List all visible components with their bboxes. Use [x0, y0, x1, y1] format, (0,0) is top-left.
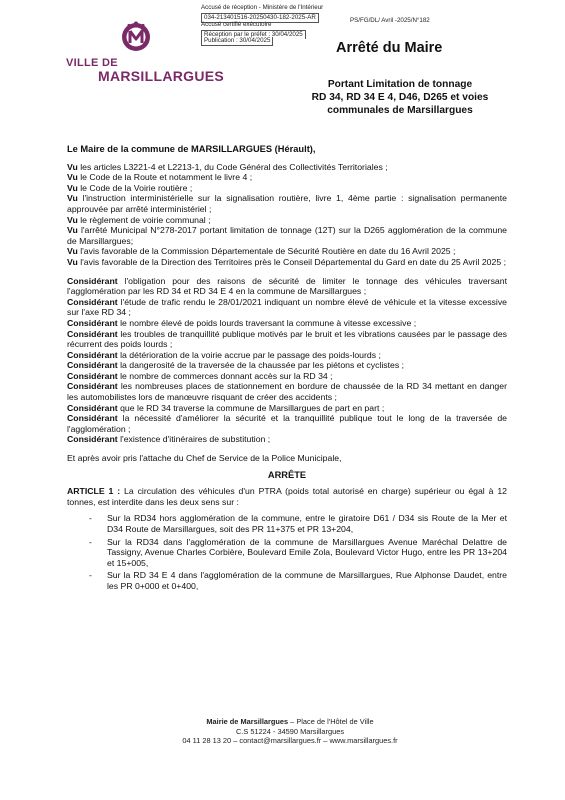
considerant-keyword: Considérant	[67, 296, 118, 307]
considerant-text: la nécessité d'améliorer la sécurité et la tranquillité publique tout le long de la traversée de l'agglomération ;	[67, 413, 507, 434]
logo-ville: VILLE DE	[66, 57, 118, 69]
considerant-keyword: Considérant	[67, 402, 118, 413]
considerant-text: l'obligation pour des raisons de sécurité de limiter le tonnage des véhicules traversant l'agglomération par les RD 34 et RD 34 E 4 en la commune de Marsillargues ;	[67, 275, 507, 297]
subtitle-line-2: RD 34, RD 34 E 4, D46, D265 et voies	[311, 92, 489, 103]
stamp-accuse-reception: Accusé de réception - Ministère de l'Intérieur	[201, 4, 324, 11]
considerant-keyword: Considérant	[67, 360, 118, 371]
vu-section	[67, 162, 507, 268]
vu-paragraph	[67, 257, 507, 268]
considerant-paragraph	[67, 434, 507, 445]
marsillargues-logo	[62, 20, 225, 90]
maire-heading: Le Maire de la commune de MARSILLARGUES (Hérault),	[67, 144, 316, 154]
considerant-paragraph	[67, 413, 507, 434]
logo-name: MARSILLARGUES	[98, 68, 225, 84]
considerant-paragraph	[67, 297, 507, 318]
list-item-text: Sur la RD 34 E 4 dans l'agglomération de la commune de Marsillargues, Rue Alphonse Daudet, entre les PR 0+000 et 0+400,	[107, 570, 507, 591]
considerant-paragraph	[67, 276, 507, 297]
vu-paragraph	[67, 183, 507, 194]
footer-address-line	[150, 717, 430, 727]
reception-stamp	[201, 4, 323, 46]
footer-address-2: C.S 51224 - 34590 Marsillargues	[235, 726, 345, 736]
considerant-text: les troubles de tranquillité publique motivés par le bruit et les vibrations causées par le passage des récurrent des poids lourds ;	[67, 328, 507, 350]
vu-keyword: Vu	[67, 256, 78, 267]
considerant-paragraph	[67, 360, 507, 371]
vu-text: l'avis favorable de la Commission Départementale de Sécurité Routière en date du 16 Avril 2025 ;	[77, 246, 456, 257]
vu-keyword: Vu	[67, 225, 78, 236]
considerant-section	[67, 276, 507, 446]
considerant-text: l'existence d'itinéraires de substitution ;	[117, 434, 271, 445]
vu-paragraph	[67, 172, 507, 183]
vu-paragraph	[67, 246, 507, 257]
considerant-text: la détérioration de la voirie accrue par le passage des poids-lourds ;	[117, 349, 381, 360]
subtitle-line-3: communales de Marsillargues	[327, 105, 473, 116]
vu-paragraph	[67, 162, 507, 173]
considerant-paragraph	[67, 350, 507, 361]
considerant-keyword: Considérant	[67, 317, 118, 328]
vu-text: le Code de la Route et notamment le livre 4 ;	[77, 172, 253, 183]
considerant-paragraph	[67, 371, 507, 382]
town-emblem-icon	[118, 20, 154, 56]
considerant-text: le nombre de commerces donnant accès sur la RD 34 ;	[117, 370, 333, 381]
article-1-label: ARTICLE 1 :	[67, 486, 121, 497]
vu-paragraph	[67, 193, 507, 214]
vu-keyword: Vu	[67, 161, 78, 172]
considerant-text: les nombreuses places de stationnement en bordure de chaussée de la RD 34 mettant en danger les automobilistes lors de manœuvre risquant de créer des accidents ;	[67, 381, 507, 403]
vu-text: le Code de la Voirie routière ;	[77, 182, 193, 193]
considerant-text: que le RD 34 traverse la commune de Marsillargues de part en part ;	[117, 402, 385, 413]
footer-mairie: Mairie de Marsillargues	[206, 717, 289, 726]
page-footer	[150, 717, 430, 746]
vu-paragraph	[67, 225, 507, 246]
stamp-accuse-certifie: Accusé certifié exécutoire	[201, 21, 272, 28]
list-item: - Sur la RD 34 E 4 dans l'agglomération de la commune de Marsillargues, Rue Alphonse Daudet, entre les PR 0+000 et 0+400,	[89, 570, 507, 591]
document-reference: PS/FG/DL/ Avril -2025/N°182	[350, 17, 430, 24]
article-1	[67, 486, 507, 507]
considerant-paragraph	[67, 329, 507, 350]
page-title: Arrêté du Maire	[336, 40, 443, 56]
vu-text: l'instruction interministérielle sur la signalisation routière, livre 1, 4ème partie : signalisation permanente approuvée par arrêté interministériel ;	[67, 193, 507, 214]
considerant-paragraph	[67, 403, 507, 414]
vu-keyword: Vu	[67, 193, 78, 204]
list-item-text: Sur la RD34 hors agglomération de la commune, entre le giratoire D61 / D34 sis Route de la Mer et D34 Route de Marsillargues, soit des PR 11+375 et PR 13+204,	[107, 513, 507, 534]
considerant-keyword: Considérant	[67, 328, 118, 339]
stamp-publication: Publication : 30/04/2025	[201, 37, 273, 46]
vu-text: l'avis favorable de la Direction des Territoires près le Conseil Départemental du Gard en date du 25 Avril 2025 ;	[77, 256, 507, 267]
vu-text: l'arrêté Municipal N°278-2017 portant limitation de tonnage (12T) sur la D265 agglomération de la commune de Marsillargues;	[67, 225, 507, 246]
considerant-keyword: Considérant	[67, 349, 118, 360]
vu-keyword: Vu	[67, 172, 78, 183]
considerant-keyword: Considérant	[67, 434, 118, 445]
considerant-text: la dangerosité de la traversée de la chaussée par les piétons et cyclistes ;	[117, 360, 405, 371]
considerant-paragraph	[67, 318, 507, 329]
stamp-reference: 034-213401516-20250430-182-2025-AR	[201, 13, 319, 23]
document-body	[67, 144, 507, 594]
vu-keyword: Vu	[67, 182, 78, 193]
footer-contact: 04 11 28 13 20 – contact@marsillargues.fr – www.marsillargues.fr	[182, 736, 398, 746]
attache-paragraph: Et après avoir pris l'attache du Chef de Service de la Police Municipale,	[67, 453, 342, 464]
stamp-reception-prefet: Réception par le préfet : 30/04/2025	[201, 30, 306, 39]
list-item: - Sur la RD34 dans l'agglomération de la commune de Marsillargues Avenue Maréchal Delattre de Tassigny, Avenue Charles Corbière, Boulevard Emile Zola, Boulevard Victor Hugo, entre les PR 13+204 et 15+005,	[89, 536, 507, 568]
subtitle-line-1: Portant Limitation de tonnage	[327, 79, 473, 90]
article-1-list	[67, 513, 507, 591]
considerant-keyword: Considérant	[67, 275, 118, 286]
vu-text: les articles L3221-4 et L2213-1, du Code Général des Collectivités Territoriales ;	[77, 161, 388, 172]
considerant-keyword: Considérant	[67, 370, 118, 381]
considerant-keyword: Considérant	[67, 413, 118, 424]
arrete-heading: ARRÊTE	[267, 469, 307, 480]
document-subtitle	[300, 78, 500, 117]
article-1-text: La circulation des véhicules d'un PTRA (poids total autorisé en charge) supérieur ou égal à 12 tonnes, est interdite dans les deux sens sur :	[67, 486, 507, 507]
list-item-text: Sur la RD34 dans l'agglomération de la commune de Marsillargues Avenue Maréchal Delattre de Tassigny, Avenue Charles Corbière, Boulevard Emile Zola, Boulevard Victor Hugo, entre les PR 13+204 et 15+005,	[107, 536, 507, 568]
considerant-text: le nombre élevé de poids lourds traversant la commune à vitesse excessive ;	[117, 317, 417, 328]
vu-keyword: Vu	[67, 246, 78, 257]
footer-address-1: – Place de l'Hôtel de Ville	[288, 717, 374, 726]
vu-text: le règlement de voirie communal ;	[77, 214, 211, 225]
list-item: - Sur la RD34 hors agglomération de la commune, entre le giratoire D61 / D34 sis Route de la Mer et D34 Route de Marsillargues, soit des PR 11+375 et PR 13+204,	[89, 513, 507, 534]
considerant-keyword: Considérant	[67, 381, 118, 392]
vu-paragraph	[67, 215, 507, 226]
considerant-text: l'étude de trafic rendu le 28/01/2021 indiquant un nombre élevé de véhicule et la vitesse excessive sur l'axe RD 34 ;	[67, 296, 507, 318]
considerant-paragraph	[67, 381, 507, 402]
vu-keyword: Vu	[67, 214, 78, 225]
